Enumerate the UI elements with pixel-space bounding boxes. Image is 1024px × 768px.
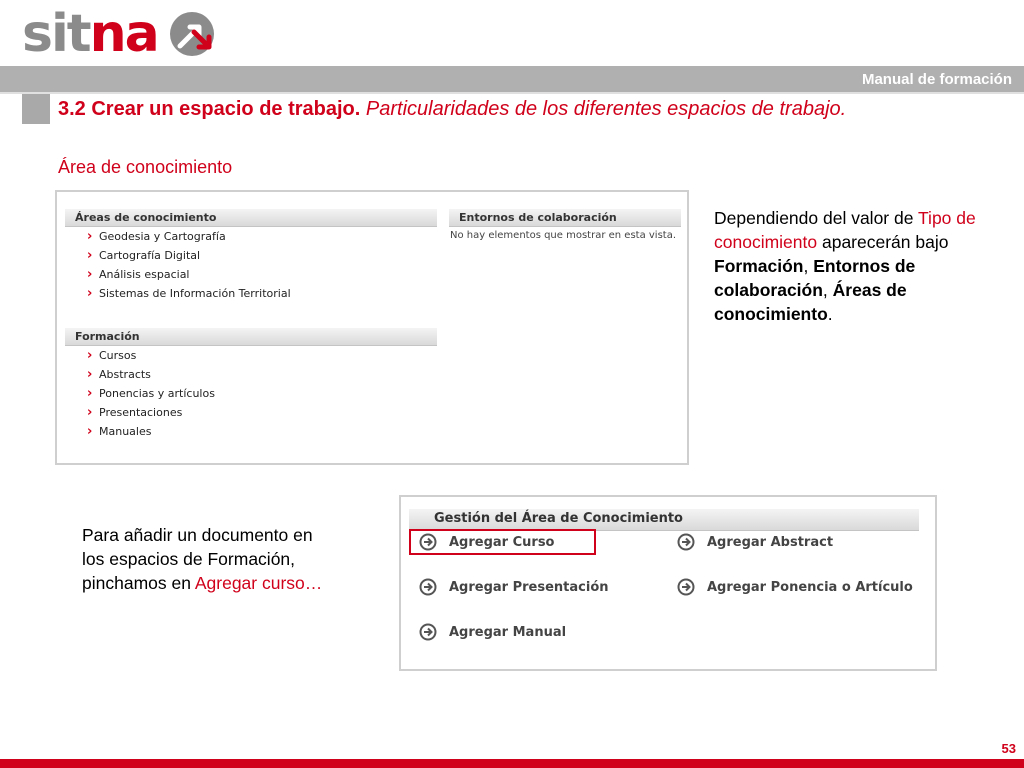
logo-text-gray: sit [22,4,90,64]
left-explanation: Para añadir un documento en los espacios de Formación, pinchamos en Agregar curso… [82,525,323,593]
logo-text-red: na [89,4,158,64]
agregar-abstract-button[interactable]: Agregar Abstract [677,533,833,551]
arrow-circle-icon [419,623,437,641]
agregar-manual-button[interactable]: Agregar Manual [419,623,566,641]
tipo-conocimiento-term: Tipo de conocimiento [714,208,976,252]
chevron-right-icon: › [87,267,93,282]
header-stripe [0,92,1024,94]
arrow-circle-icon [677,533,695,551]
list-item[interactable]: › Análisis espacial [87,267,190,282]
chevron-right-icon: › [87,367,93,382]
slide-title-bold: 3.2 Crear un espacio de trabajo. [58,98,361,120]
chevron-right-icon: › [87,286,93,301]
agregar-ponencia-button[interactable]: Agregar Ponencia o Artículo [677,578,913,596]
list-item[interactable]: › Presentaciones [87,405,183,420]
chevron-right-icon: › [87,386,93,401]
list-item[interactable]: › Ponencias y artículos [87,386,215,401]
title-accent-block [22,94,50,124]
arrow-circle-icon [677,578,695,596]
footer-bar [0,759,1024,768]
empty-view-message: No hay elementos que mostrar en esta vista. [450,230,677,241]
areas-list [87,227,291,303]
chevron-right-icon: › [87,248,93,263]
page-number: 53 [1001,741,1016,756]
agregar-curso-term: Agregar curso… [194,573,323,593]
formacion-header: Formación [65,328,437,346]
formacion-term: Formación [714,256,804,276]
areas-header: Áreas de conocimiento [65,209,437,227]
chevron-right-icon: › [87,348,93,363]
list-item[interactable]: › Geodesia y Cartografía [87,229,226,244]
list-item[interactable]: › Abstracts [87,367,151,382]
slide-title-italic: Particularidades de los diferentes espacios de trabajo. [365,98,847,120]
sitna-logo [22,6,216,62]
list-item[interactable]: › Cursos [87,348,137,363]
agregar-presentacion-button[interactable]: Agregar Presentación [419,578,609,596]
chevron-right-icon: › [87,229,93,244]
list-item[interactable]: › Cartografía Digital [87,248,201,263]
slide-title [58,98,846,121]
list-item[interactable]: › Manuales [87,424,152,439]
right-explanation: Dependiendo del valor de Tipo de conocimiento aparecerán bajo Formación, Entornos de colaboración, Áreas de conocimiento. [714,208,976,324]
logo-arrows-icon [168,10,216,58]
list-item[interactable]: › Sistemas de Información Territorial [87,286,291,301]
manual-label: Manual de formación [861,71,1012,88]
management-screenshot [399,495,937,671]
chevron-right-icon: › [87,405,93,420]
section-subtitle: Área de conocimiento [58,157,233,177]
arrow-circle-icon [419,533,437,551]
knowledge-area-screenshot [55,190,689,465]
entornos-term: Entornos de colaboración [714,256,916,300]
header-band [0,66,1024,92]
entornos-header: Entornos de colaboración [449,209,681,227]
agregar-curso-button[interactable]: Agregar Curso [419,533,555,551]
gestion-header: Gestión del Área de Conocimiento [409,509,919,531]
chevron-right-icon: › [87,424,93,439]
formacion-list [87,346,215,441]
areas-term: Áreas de conocimiento [714,280,907,324]
arrow-circle-icon [419,578,437,596]
